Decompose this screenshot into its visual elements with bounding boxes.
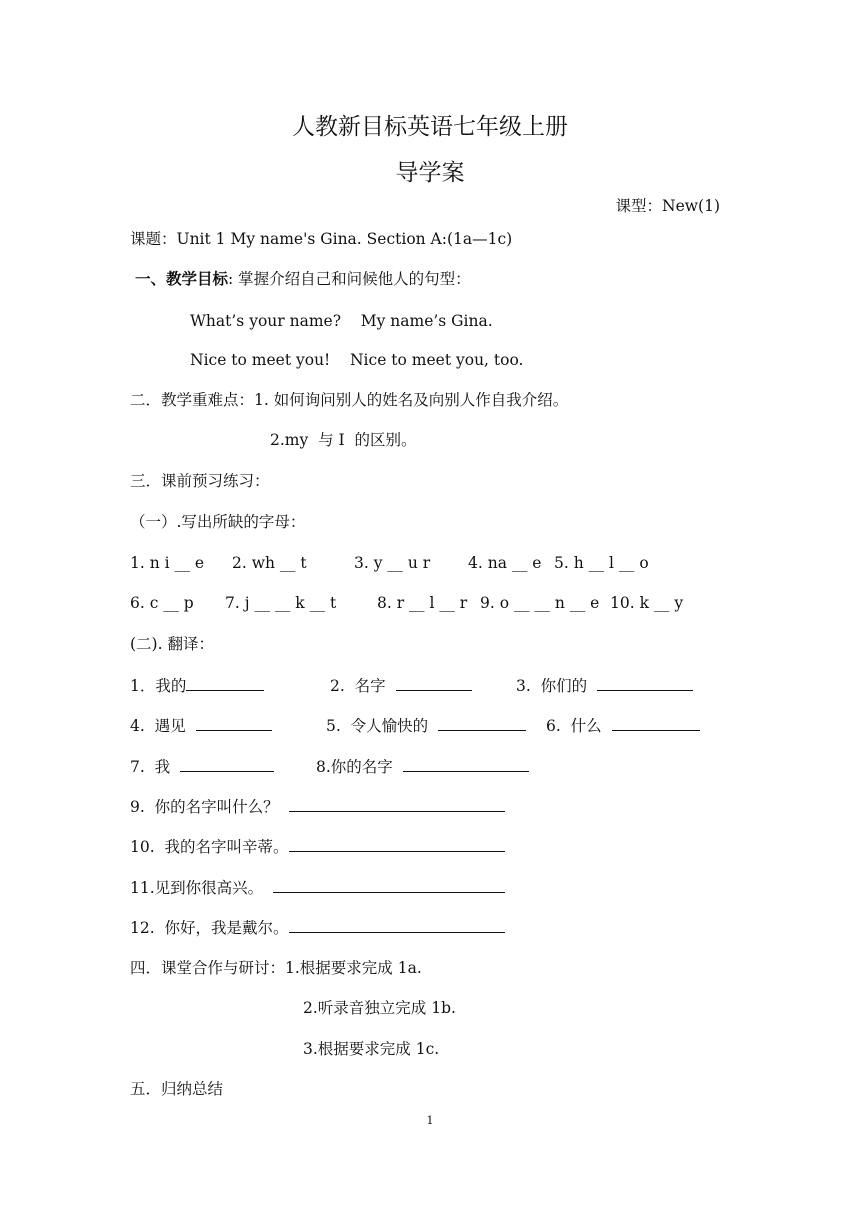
translate-item-6: 6. 什么 — [546, 715, 700, 736]
answer-blank[interactable] — [612, 715, 700, 731]
translate-item-1: 1．我的 — [130, 675, 264, 696]
section-goals — [135, 269, 471, 289]
answer-blank[interactable] — [396, 675, 472, 691]
letter-item-9: 9. o __ __ n __ e — [480, 594, 600, 612]
translate-item-11: 11.见到你很高兴。 — [130, 877, 505, 898]
translate-item-10: 10. 我的名字叫辛蒂。 — [130, 836, 505, 857]
key-points-2: 2.my 与 I 的区别。 — [270, 431, 417, 449]
goals-text: : 掌握介绍自己和问候他人的句型： — [228, 270, 471, 288]
goal-sentence-1: What’s your name? My name’s Gina. — [190, 312, 493, 330]
lesson-topic: 课题：Unit 1 My name's Gina. Section A:(1a—1c) — [130, 230, 513, 248]
translate-item-4: 4. 遇见 — [130, 715, 272, 736]
letter-item-3: 3. y __ u r — [354, 554, 431, 572]
translate-item-3: 3. 你们的 — [516, 675, 693, 696]
translate-item-2: 2. 名字 — [330, 675, 472, 696]
page-number: 1 — [426, 1114, 434, 1127]
answer-blank[interactable] — [438, 715, 526, 731]
answer-blank[interactable] — [289, 836, 505, 852]
letter-item-2: 2. wh __ t — [232, 554, 307, 572]
answer-blank[interactable] — [597, 675, 693, 691]
key-points-1: 二．教学重难点：1. 如何询问别人的姓名及向别人作自我介绍。 — [130, 391, 569, 409]
summary-heading: 五．归纳总结 — [130, 1080, 224, 1098]
part2-heading: (二). 翻译： — [130, 635, 214, 653]
translate-item-5: 5. 令人愉快的 — [326, 715, 526, 736]
doc-title: 人教新目标英语七年级上册 — [292, 114, 568, 140]
goals-heading: 一、教学目标 — [135, 269, 229, 288]
answer-blank[interactable] — [289, 796, 505, 812]
answer-blank[interactable] — [403, 756, 529, 772]
answer-blank[interactable] — [273, 877, 505, 893]
translate-item-8: 8.你的名字 — [316, 756, 529, 777]
lesson-type: 课型：New(1) — [615, 197, 720, 215]
doc-subtitle: 导学案 — [395, 160, 465, 186]
cooperation-heading: 四．课堂合作与研讨：1.根据要求完成 1a. — [130, 959, 422, 977]
letter-item-4: 4. na __ e — [468, 554, 542, 572]
part1-heading: （一）.写出所缺的字母： — [130, 513, 306, 531]
answer-blank[interactable] — [186, 675, 264, 691]
translate-item-7: 7. 我 — [130, 756, 274, 777]
letter-item-7: 7. j __ __ k __ t — [225, 594, 337, 612]
cooperation-item-3: 3.根据要求完成 1c. — [303, 1040, 440, 1058]
letter-item-1: 1. n i __ e — [130, 554, 205, 572]
translate-item-9: 9. 你的名字叫什么？ — [130, 796, 505, 817]
answer-blank[interactable] — [196, 715, 272, 731]
preview-heading: 三．课前预习练习： — [130, 472, 270, 490]
letter-item-5: 5. h __ l __ o — [554, 554, 649, 572]
answer-blank[interactable] — [289, 917, 505, 933]
answer-blank[interactable] — [180, 756, 274, 772]
letter-item-10: 10. k __ y — [610, 594, 684, 612]
translate-item-12: 12. 你好，我是戴尔。 — [130, 917, 505, 938]
goal-sentence-2: Nice to meet you! Nice to meet you, too. — [190, 351, 524, 369]
cooperation-item-2: 2.听录音独立完成 1b. — [303, 999, 456, 1017]
letter-item-8: 8. r __ l __ r — [377, 594, 468, 612]
letter-item-6: 6. c __ p — [130, 594, 194, 612]
